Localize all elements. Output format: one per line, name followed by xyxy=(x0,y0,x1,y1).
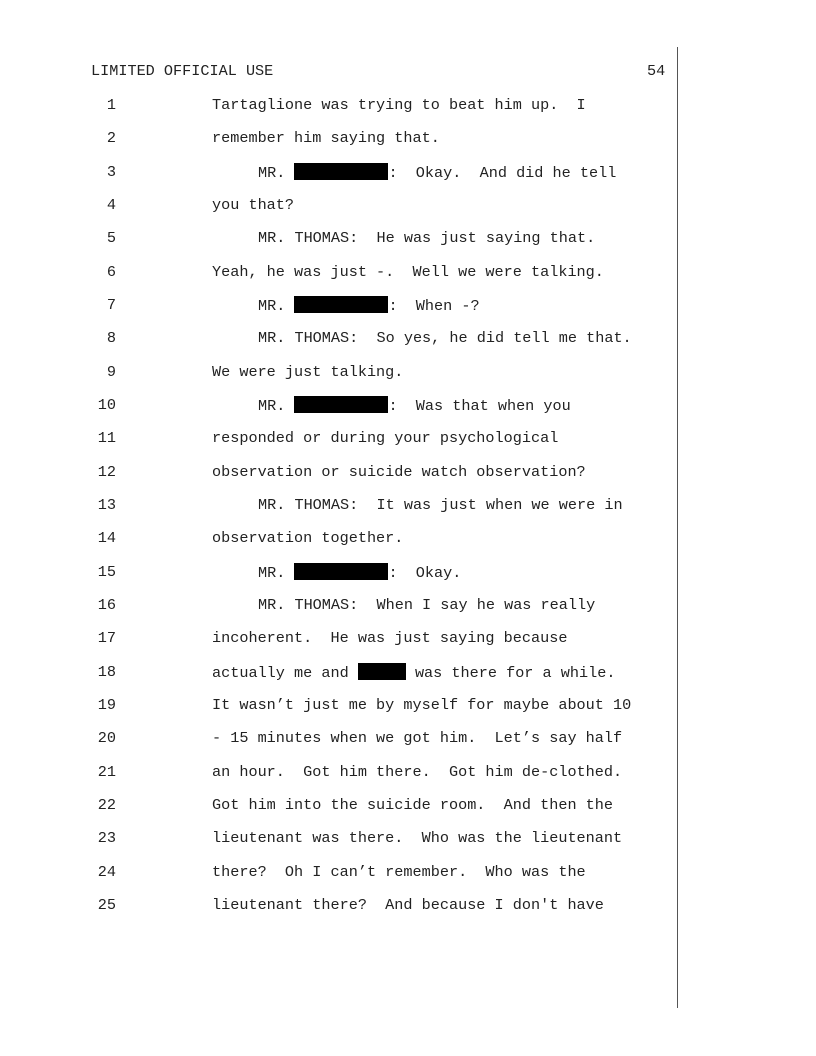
line-text: lieutenant was there. Who was the lieutenant xyxy=(212,829,623,847)
transcript-line xyxy=(0,863,677,887)
line-text: Tartaglione was trying to beat him up. I xyxy=(212,96,586,114)
speaker-prefix: MR. xyxy=(258,297,295,315)
transcript-line xyxy=(0,196,677,220)
transcript-line xyxy=(0,363,677,387)
line-number: 9 xyxy=(106,363,116,381)
line-number: 10 xyxy=(97,396,116,414)
line-number: 1 xyxy=(106,96,116,114)
line-text: MR. THOMAS: He was just saying that. xyxy=(258,229,596,247)
speaker-prefix: MR. xyxy=(258,164,295,182)
transcript-line xyxy=(0,896,677,920)
transcript-line xyxy=(0,596,677,620)
line-text: observation or suicide watch observation? xyxy=(212,463,586,481)
transcript-line xyxy=(0,396,677,420)
line-text-prefix: actually me and xyxy=(212,664,358,682)
line-text: MR. THOMAS: When I say he was really xyxy=(258,596,596,614)
line-number: 18 xyxy=(97,663,116,681)
line-text xyxy=(258,163,616,182)
line-text: observation together. xyxy=(212,529,404,547)
transcript-line xyxy=(0,796,677,820)
transcript-line xyxy=(0,96,677,120)
transcript-line xyxy=(0,329,677,353)
line-text xyxy=(212,663,615,682)
line-text: MR. THOMAS: So yes, he did tell me that. xyxy=(258,329,632,347)
redaction-box xyxy=(294,296,388,313)
line-text: Yeah, he was just -. Well we were talking. xyxy=(212,263,604,281)
redaction-box xyxy=(294,163,388,180)
line-text-remainder: : Was that when you xyxy=(388,397,571,415)
line-number: 24 xyxy=(97,863,116,881)
line-text: We were just talking. xyxy=(212,363,404,381)
line-number: 2 xyxy=(106,129,116,147)
line-number: 14 xyxy=(97,529,116,547)
transcript-line xyxy=(0,763,677,787)
redaction-box xyxy=(294,563,388,580)
transcript-line xyxy=(0,496,677,520)
transcript-line xyxy=(0,696,677,720)
line-text: Got him into the suicide room. And then the xyxy=(212,796,614,814)
page-header-classification: LIMITED OFFICIAL USE xyxy=(91,62,274,80)
line-text: you that? xyxy=(212,196,295,214)
transcript-line xyxy=(0,663,677,687)
line-number: 20 xyxy=(97,729,116,747)
line-number: 4 xyxy=(106,196,116,214)
transcript-line xyxy=(0,296,677,320)
line-text: lieutenant there? And because I don't have xyxy=(212,896,604,914)
transcript-line xyxy=(0,629,677,653)
line-text: It wasn’t just me by myself for maybe about 10 xyxy=(212,696,632,714)
line-text: incoherent. He was just saying because xyxy=(212,629,568,647)
transcript-line xyxy=(0,463,677,487)
line-number: 19 xyxy=(97,696,116,714)
line-number: 8 xyxy=(106,329,116,347)
transcript-line xyxy=(0,129,677,153)
line-text: MR. THOMAS: It was just when we were in xyxy=(258,496,623,514)
line-number: 21 xyxy=(97,763,116,781)
line-number: 6 xyxy=(106,263,116,281)
speaker-prefix: MR. xyxy=(258,564,295,582)
line-text-remainder: was there for a while. xyxy=(405,664,616,682)
transcript-line xyxy=(0,729,677,753)
line-text xyxy=(258,396,571,415)
line-number: 17 xyxy=(97,629,116,647)
transcript-line xyxy=(0,829,677,853)
transcript-line xyxy=(0,163,677,187)
line-text: an hour. Got him there. Got him de-clothed. xyxy=(212,763,623,781)
line-number: 5 xyxy=(106,229,116,247)
transcript-line xyxy=(0,229,677,253)
transcript-line xyxy=(0,563,677,587)
line-text: responded or during your psychological xyxy=(212,429,559,447)
line-text xyxy=(258,296,480,315)
transcript-line xyxy=(0,429,677,453)
line-number: 15 xyxy=(97,563,116,581)
line-number: 13 xyxy=(97,496,116,514)
line-number: 16 xyxy=(97,596,116,614)
transcript-line xyxy=(0,529,677,553)
line-number: 11 xyxy=(97,429,116,447)
line-text xyxy=(258,563,461,582)
line-text: - 15 minutes when we got him. Let’s say half xyxy=(212,729,623,747)
line-number: 12 xyxy=(97,463,116,481)
page-number: 54 xyxy=(647,62,666,80)
line-number: 25 xyxy=(97,896,116,914)
line-number: 23 xyxy=(97,829,116,847)
right-margin-rule xyxy=(677,47,678,1008)
line-text: remember him saying that. xyxy=(212,129,440,147)
line-text: there? Oh I can’t remember. Who was the xyxy=(212,863,586,881)
line-number: 7 xyxy=(106,296,116,314)
redaction-box xyxy=(358,663,406,680)
redaction-box xyxy=(294,396,388,413)
line-number: 22 xyxy=(97,796,116,814)
line-number: 3 xyxy=(106,163,116,181)
line-text-remainder: : Okay. xyxy=(388,564,462,582)
transcript-line xyxy=(0,263,677,287)
speaker-prefix: MR. xyxy=(258,397,295,415)
line-text-remainder: : Okay. And did he tell xyxy=(388,164,617,182)
line-text-remainder: : When -? xyxy=(388,297,480,315)
